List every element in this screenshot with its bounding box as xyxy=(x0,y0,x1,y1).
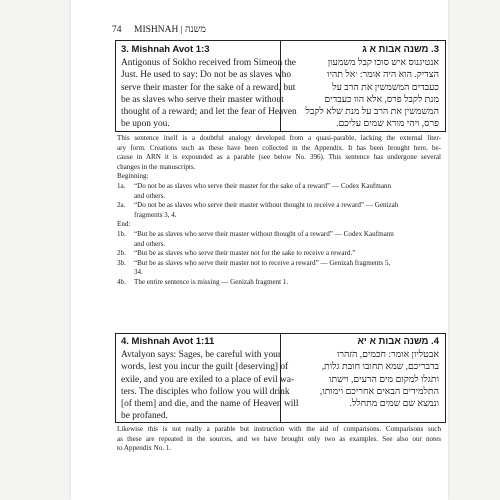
text-line: אנטיגנוס איש סוכו קבל משמעון xyxy=(327,58,439,68)
variant-text: and others. xyxy=(134,191,166,200)
section-4-title-he: 4. משנה אבות א יא xyxy=(357,336,439,347)
variant-text: “Do not be as slaves who serve their master for the sake of a reward” — Codex Kaufmann xyxy=(134,181,392,190)
text-line: words, lest you incur the guilt [deserving] of xyxy=(121,362,289,373)
text-line: אבטליון אומר: חכמים, הזהרו xyxy=(336,350,439,360)
section-4-notes xyxy=(117,425,441,454)
text-line: ters. The disciples who follow you will drink xyxy=(121,386,290,397)
text-line: כעבדים המשמשין את הרב על xyxy=(332,82,439,93)
section-3-title-en: 3. Mishnah Avot 1:3 xyxy=(121,44,210,55)
note-line: This sentence itself is a doubtful analogy developed from a quasi-parable, lacking the external liter- xyxy=(117,134,441,142)
section-3-english xyxy=(121,44,297,131)
variant-text: “But be as slaves who serve their master not to receive a reward” — Genizah fragments 5, xyxy=(134,258,391,267)
variant-item xyxy=(117,182,441,192)
text-line: Avtalyon says: Sages, be careful with your xyxy=(121,350,281,360)
note-line: Likewise this is not really a parable but instruction with the aid of comparisons. Comparisons such xyxy=(117,425,441,433)
page-header xyxy=(112,24,442,36)
text-line: בדבריכם, שמא תחובו חובת גלות, xyxy=(321,362,439,373)
variant-key: 4b. xyxy=(117,277,126,286)
text-line: be profaned. xyxy=(121,411,168,422)
text-line: [of them] and die, and the name of Heaven will xyxy=(121,399,299,410)
note-line: as these are repeated in the sources, and we have brought only two as examples. See also our notes xyxy=(117,434,441,443)
variant-key: 3b. xyxy=(117,258,126,267)
section-4-hebrew xyxy=(284,336,439,410)
variant-item-continued xyxy=(117,240,441,250)
section-4-english xyxy=(121,336,299,423)
text-line: exile, and you are exiled to a place of evil wa- xyxy=(121,374,295,385)
variant-key: 2a. xyxy=(117,201,126,210)
text-line: הצדיק. הוא היה אומר: ׳אל תהיו xyxy=(327,70,439,81)
text-line: ותגלו למקום מים הרעים, וישתו xyxy=(328,374,439,385)
page-number: 74 xyxy=(112,25,122,35)
text-line: thought of a reward; and let the fear of Heaven xyxy=(121,107,297,118)
note-line: to Appendix No. 1. xyxy=(117,444,172,453)
text-line: ונמצא שם שמים מתחלל. xyxy=(349,399,439,410)
text-line: מנת לקבל פרס, אלא הוו כעבדים xyxy=(324,94,439,105)
note-line: ary form. Creations such as these have been collected in the Appendix. It has been brought here, be- xyxy=(117,143,441,152)
text-line: serve their master for the sake of a reward, but xyxy=(121,82,296,93)
variant-item xyxy=(117,278,441,288)
text-line: be as slaves who serve their master without xyxy=(121,94,284,105)
variant-key: 1b. xyxy=(117,229,126,238)
variant-item-continued xyxy=(117,268,441,278)
text-line: Antigonus of Sokho received from Simeon the xyxy=(121,58,296,68)
variant-item xyxy=(117,201,441,211)
text-line: Just. He used to say: Do not be as slaves who xyxy=(121,70,292,81)
end-label: End: xyxy=(117,220,131,229)
note-line: cause in ARN it is expounded as a parable (see below No. 396). This sentence has undergone several xyxy=(117,153,441,162)
variant-key: 1a. xyxy=(117,181,126,190)
variant-text: 34. xyxy=(134,268,143,277)
variant-text: and others. xyxy=(134,239,166,248)
section-3-notes xyxy=(117,134,441,288)
note-line: changes in the manuscripts. xyxy=(117,162,196,171)
variant-item xyxy=(117,249,441,259)
variant-text: “Do not be as slaves who serve their master without thought to receive a reward” — Genizah xyxy=(134,201,399,210)
variant-text: fragments 3, 4. xyxy=(134,210,177,219)
text-line: be upon you. xyxy=(121,119,170,130)
running-title: MISHNAH | משנה xyxy=(134,25,206,35)
variant-text: “But be as slaves who serve their master without thought of a reward” — Codex Kaufmann xyxy=(134,229,394,238)
section-4-title-en: 4. Mishnah Avot 1:11 xyxy=(121,336,215,347)
variant-item xyxy=(117,230,441,240)
variant-item xyxy=(117,259,441,269)
variant-text: The entire sentence is missing — Genizah fragment 1. xyxy=(134,277,289,286)
variant-item-continued xyxy=(117,211,441,221)
text-line: פרס, ויהי מורא שמים עליכם. xyxy=(336,119,439,130)
section-3-title-he: 3. משנה אבות א ג xyxy=(362,44,439,55)
text-line: המשמשין את הרב על מנת שלא לקבל xyxy=(305,107,439,118)
beginning-label: Beginning: xyxy=(117,172,149,181)
variant-text: “But be as slaves who serve their master not for the sake to receive a reward.” xyxy=(134,249,356,258)
variant-item-continued xyxy=(117,192,441,202)
text-line: התלמידים הבאים אחריכם וימותו, xyxy=(319,386,439,397)
variant-key: 2b. xyxy=(117,249,126,258)
section-3-hebrew xyxy=(284,44,439,131)
